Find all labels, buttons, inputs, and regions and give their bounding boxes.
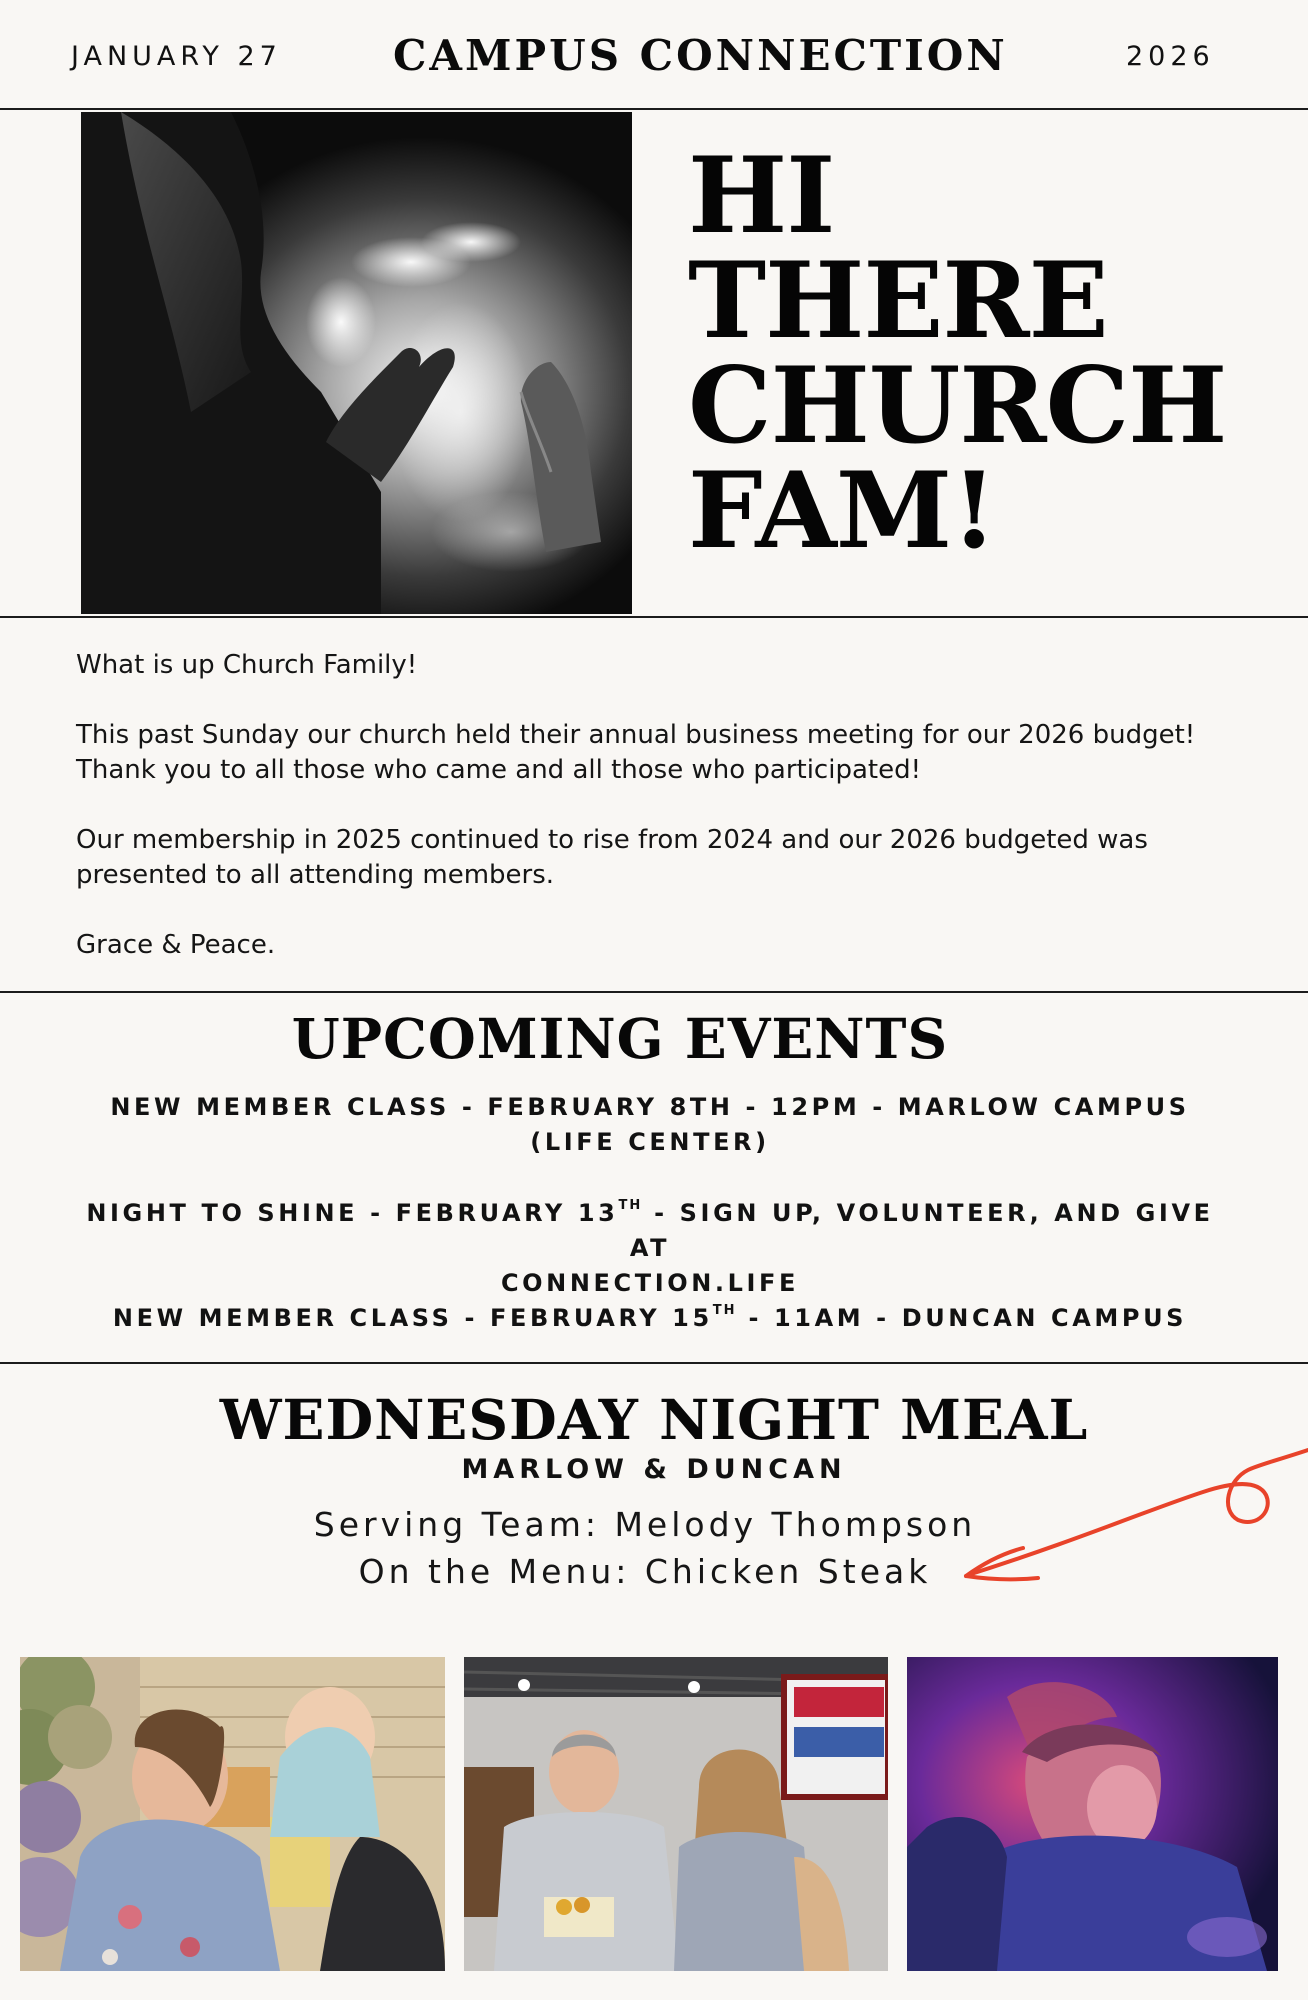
worship-hands-raised-photo — [81, 112, 632, 614]
newsletter-title: CAMPUS CONNECTION — [393, 31, 1008, 80]
serving-team: Serving Team: Melody Thompson — [313, 1505, 977, 1544]
woman-with-baby-photo — [20, 1657, 445, 1971]
event-item: NEW MEMBER CLASS - FEBRUARY 15TH - 11AM - DUNCAN CAMPUS — [112, 1303, 1188, 1332]
event-item: NEW MEMBER CLASS - FEBRUARY 8TH - 12PM - MARLOW CAMPUS (LIFE CENTER) — [110, 1093, 1190, 1156]
arrow-icon — [948, 1440, 1308, 1590]
divider — [0, 616, 1308, 618]
events-heading: UPCOMING EVENTS — [291, 1006, 949, 1071]
hero-greeting — [688, 133, 1227, 572]
hero-greeting-line: CHURCH — [688, 343, 1227, 467]
hero-greeting-line: FAM! — [688, 448, 997, 572]
divider — [0, 108, 1308, 110]
hero-greeting-line: HI — [688, 133, 835, 257]
menu-item: On the Menu: Chicken Steak — [358, 1552, 932, 1591]
divider — [0, 991, 1308, 993]
meal-campuses: MARLOW & DUNCAN — [461, 1454, 847, 1485]
issue-year: 2026 — [1126, 41, 1215, 72]
event-item: NIGHT TO SHINE - FEBRUARY 13TH - SIGN UP, VOLUNTEER, AND GIVE AT CONNECTION.LIFE — [86, 1198, 1214, 1297]
intro-paragraph: Grace & Peace. — [76, 930, 276, 960]
intro-paragraph: What is up Church Family! — [76, 650, 418, 680]
intro-paragraph: Our membership in 2025 continued to rise from 2024 and our 2026 budgeted was presented to all attending members. — [76, 825, 1148, 890]
meal-heading: WEDNESDAY NIGHT MEAL — [219, 1387, 1089, 1452]
hero-greeting-line: THERE — [688, 238, 1108, 362]
girl-in-purple-light-photo — [907, 1657, 1278, 1971]
couple-at-event-photo — [464, 1657, 888, 1971]
issue-date: JANUARY 27 — [71, 41, 282, 72]
divider — [0, 1362, 1308, 1364]
intro-letter — [76, 648, 1236, 998]
intro-paragraph: This past Sunday our church held their annual business meeting for our 2026 budget! Thank you to all those who came and all those who participated! — [76, 720, 1196, 785]
